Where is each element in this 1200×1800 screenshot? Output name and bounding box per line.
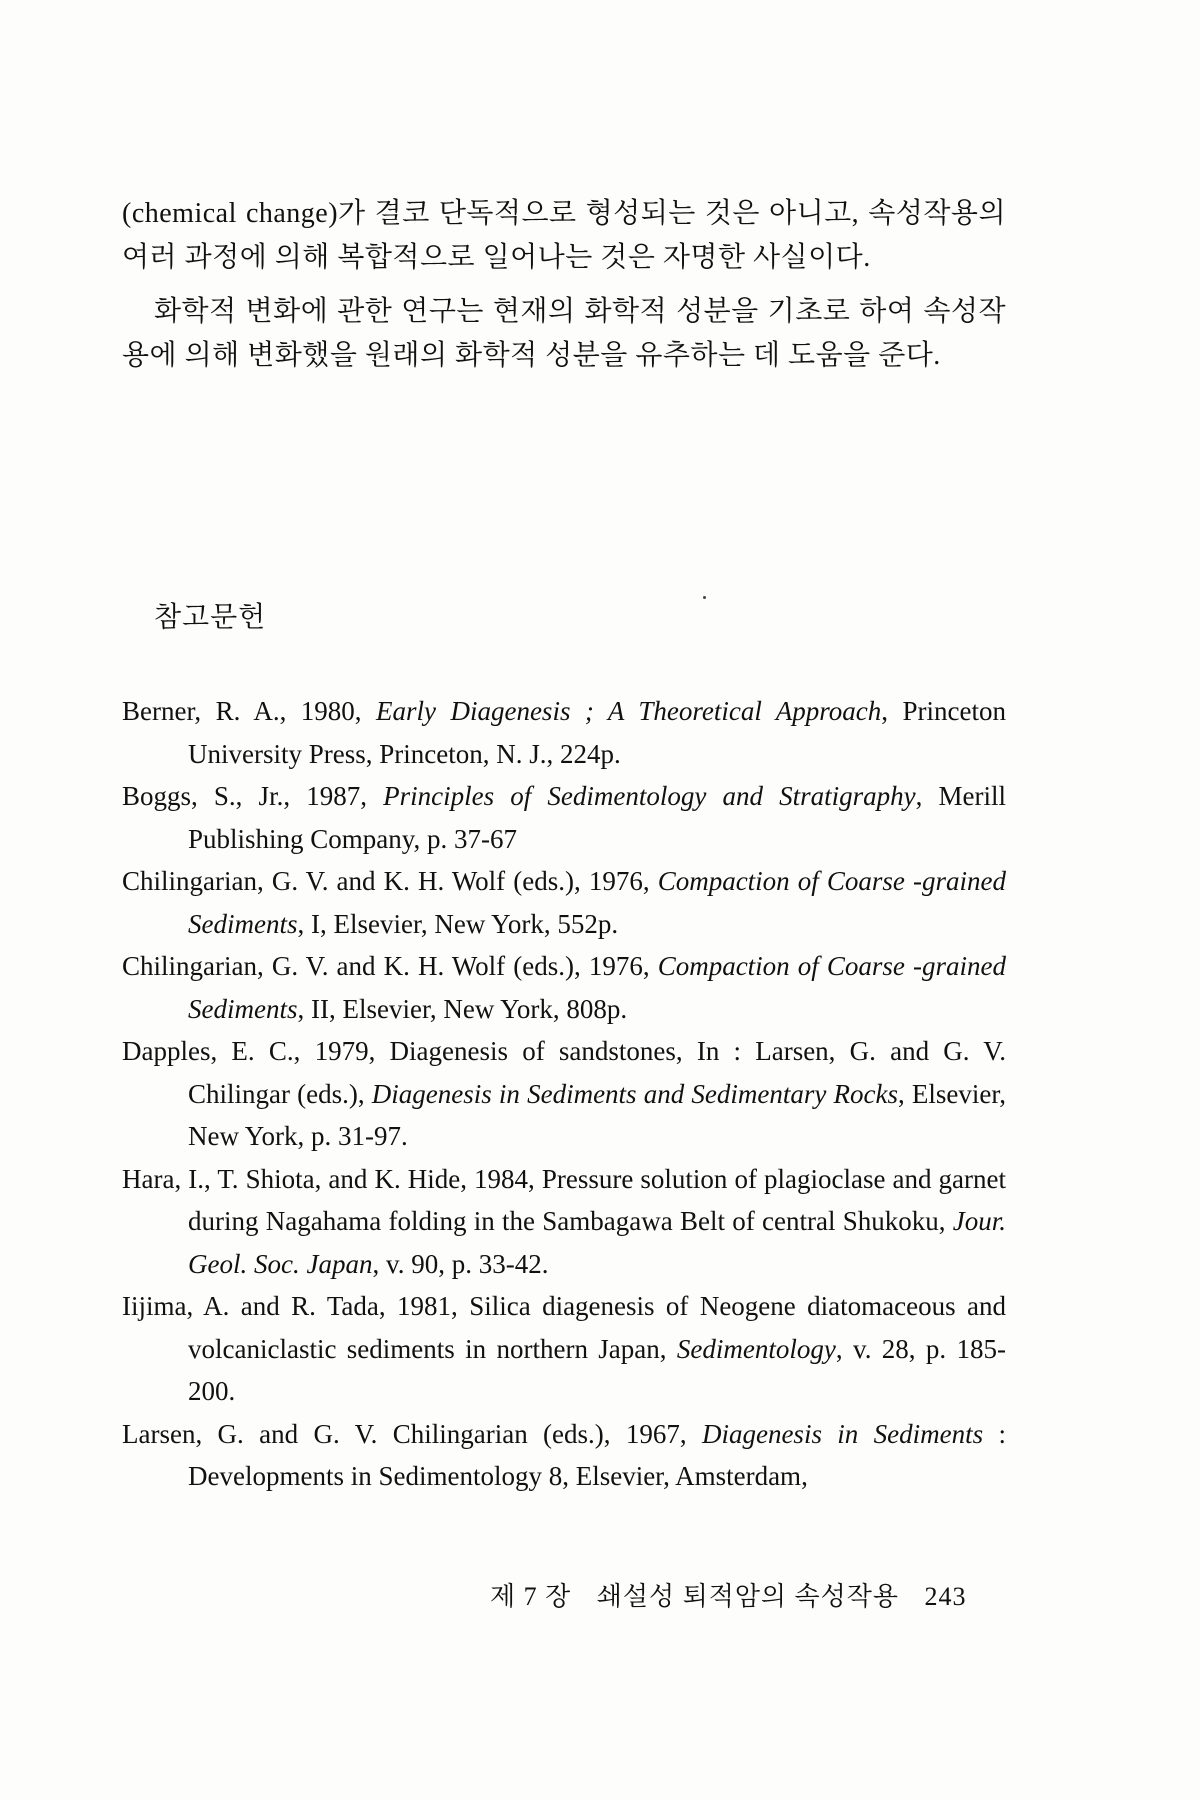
reference-item: Chilingarian, G. V. and K. H. Wolf (eds.), 1976, Compaction of Coarse -grained Sediments, I, Elsevier, New York, 552p. (122, 866, 1006, 939)
page-number: 243 (924, 1582, 967, 1611)
reference-item: Dapples, E. C., 1979, Diagenesis of sandstones, In : Larsen, G. and G. V. Chilingar (eds.), Diagenesis in Sediments and Sedimentary Rocks, Elsevier, New York, p. 31-97. (122, 1036, 1006, 1151)
reference-list (122, 690, 1006, 1498)
paragraph-continuation: (chemical change)가 결코 단독적으로 형성되는 것은 아니고, 속성작용의 여러 과정에 의해 복합적으로 일어나는 것은 자명한 사실이다. (122, 198, 1006, 273)
reference-item: Berner, R. A., 1980, Early Diagenesis ; A Theoretical Approach, Princeton University Press, Princeton, N. J., 224p. (122, 696, 1006, 769)
footer-chapter-title: 쇄설성 퇴적암의 속성작용 (596, 1582, 900, 1611)
reference-item: Hara, I., T. Shiota, and K. Hide, 1984, Pressure solution of plagioclase and garnet during Nagahama folding in the Sambagawa Belt of central Shukoku, Jour. Geol. Soc. Japan, v. 90, p. 33-42. (122, 1163, 1006, 1279)
reference-item: Chilingarian, G. V. and K. H. Wolf (eds.), 1976, Compaction of Coarse -grained Sediments, II, Elsevier, New York, 808p. (122, 951, 1006, 1024)
paragraph-chemical-change-study: 화학적 변화에 관한 연구는 현재의 화학적 성분을 기초로 하여 속성작용에 의해 변화했을 원래의 화학적 성분을 유추하는 데 도움을 준다. (122, 296, 1006, 371)
references-heading: 참고문헌 (154, 602, 267, 633)
footer-chapter: 제 7 장 (490, 1582, 572, 1611)
body-text (122, 192, 1006, 378)
running-footer (490, 1576, 967, 1613)
reference-item: Boggs, S., Jr., 1987, Principles of Sedimentology and Stratigraphy, Merill Publishing Company, p. 37-67 (122, 781, 1006, 854)
reference-item: Iijima, A. and R. Tada, 1981, Silica diagenesis of Neogene diatomaceous and volcaniclastic sediments in northern Japan, Sedimentology, v. 28, p. 185-200. (122, 1291, 1006, 1406)
print-speck (703, 596, 706, 599)
reference-item: Larsen, G. and G. V. Chilingarian (eds.), 1967, Diagenesis in Sediments : Developments in Sedimentology 8, Elsevier, Amsterdam, (122, 1418, 1006, 1491)
